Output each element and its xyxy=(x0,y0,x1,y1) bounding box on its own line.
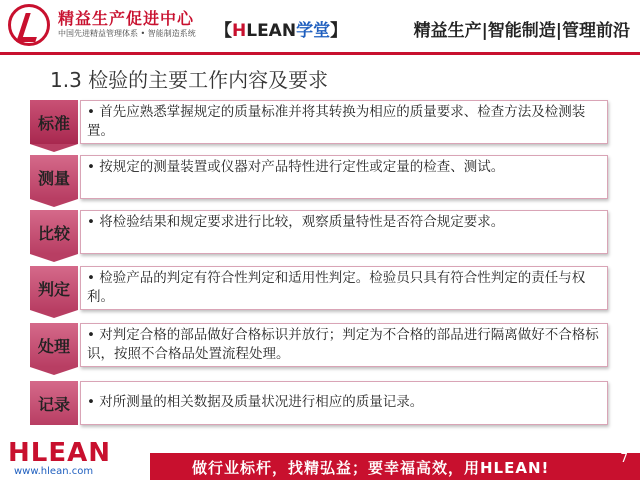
step-box xyxy=(80,323,608,367)
brand-title xyxy=(215,16,347,41)
brand-cn: 学堂 xyxy=(296,21,331,41)
step-box xyxy=(80,381,608,425)
step-text: • 检验产品的判定有符合性判定和适用性判定。检验员只具有符合性判定的责任与权利。 xyxy=(87,270,586,305)
step-row xyxy=(30,323,608,367)
chevron-down-icon xyxy=(30,254,78,262)
step-tag: 比较 xyxy=(30,210,78,254)
org-name: 精益生产促进中心 xyxy=(58,9,195,28)
step-text: • 首先应熟悉掌握规定的质量标准并将其转换为相应的质量要求、检查方法及检测装置。 xyxy=(87,104,586,139)
step-row xyxy=(30,381,608,425)
brand-lean: LEAN xyxy=(246,21,297,41)
step-tag: 记录 xyxy=(30,381,78,425)
step-box xyxy=(80,100,608,144)
step-row xyxy=(30,100,608,144)
footer-slogan: 做行业标杆，找精弘益；要幸福高效，用HLEAN! xyxy=(192,459,550,477)
step-tag: 标准 xyxy=(30,100,78,144)
footer-bar xyxy=(150,453,640,480)
chevron-down-icon xyxy=(30,310,78,318)
brand-open: 【 xyxy=(215,21,232,41)
chevron-down-icon xyxy=(30,199,78,207)
brand-h: H xyxy=(232,21,247,41)
step-tag: 测量 xyxy=(30,155,78,199)
step-row xyxy=(30,155,608,199)
chevron-down-icon xyxy=(30,144,78,152)
step-text: • 按规定的测量装置或仪器对产品特性进行定性或定量的检查、测试。 xyxy=(87,159,505,175)
step-text: • 对所测量的相关数据及质量状况进行相应的质量记录。 xyxy=(87,394,424,410)
header xyxy=(0,0,640,58)
slide-title: 1.3 检验的主要工作内容及要求 xyxy=(50,68,329,92)
step-box xyxy=(80,210,608,254)
header-divider xyxy=(0,52,640,55)
step-row xyxy=(30,210,608,254)
chevron-down-icon xyxy=(30,367,78,375)
step-tag: 判定 xyxy=(30,266,78,310)
step-row xyxy=(30,266,608,310)
page-number: 7 xyxy=(620,451,628,465)
tagline: 精益生产|智能制造|管理前沿 xyxy=(413,21,630,41)
footer-logo: HLEAN xyxy=(8,438,111,468)
step-text: • 对判定合格的部品做好合格标识并放行；判定为不合格的部品进行隔离做好不合格标识，按照不合格品处置流程处理。 xyxy=(87,327,599,362)
org-subtitle: 中国先进精益管理体系 • 智能制造系统 xyxy=(58,29,196,38)
step-box xyxy=(80,266,608,310)
step-box xyxy=(80,155,608,199)
step-tag: 处理 xyxy=(30,323,78,367)
brand-close: 】 xyxy=(330,21,348,41)
footer-url[interactable]: www.hlean.com xyxy=(14,466,94,477)
step-text: • 将检验结果和规定要求进行比较，观察质量特性是否符合规定要求。 xyxy=(87,214,505,230)
logo-icon xyxy=(8,4,50,46)
